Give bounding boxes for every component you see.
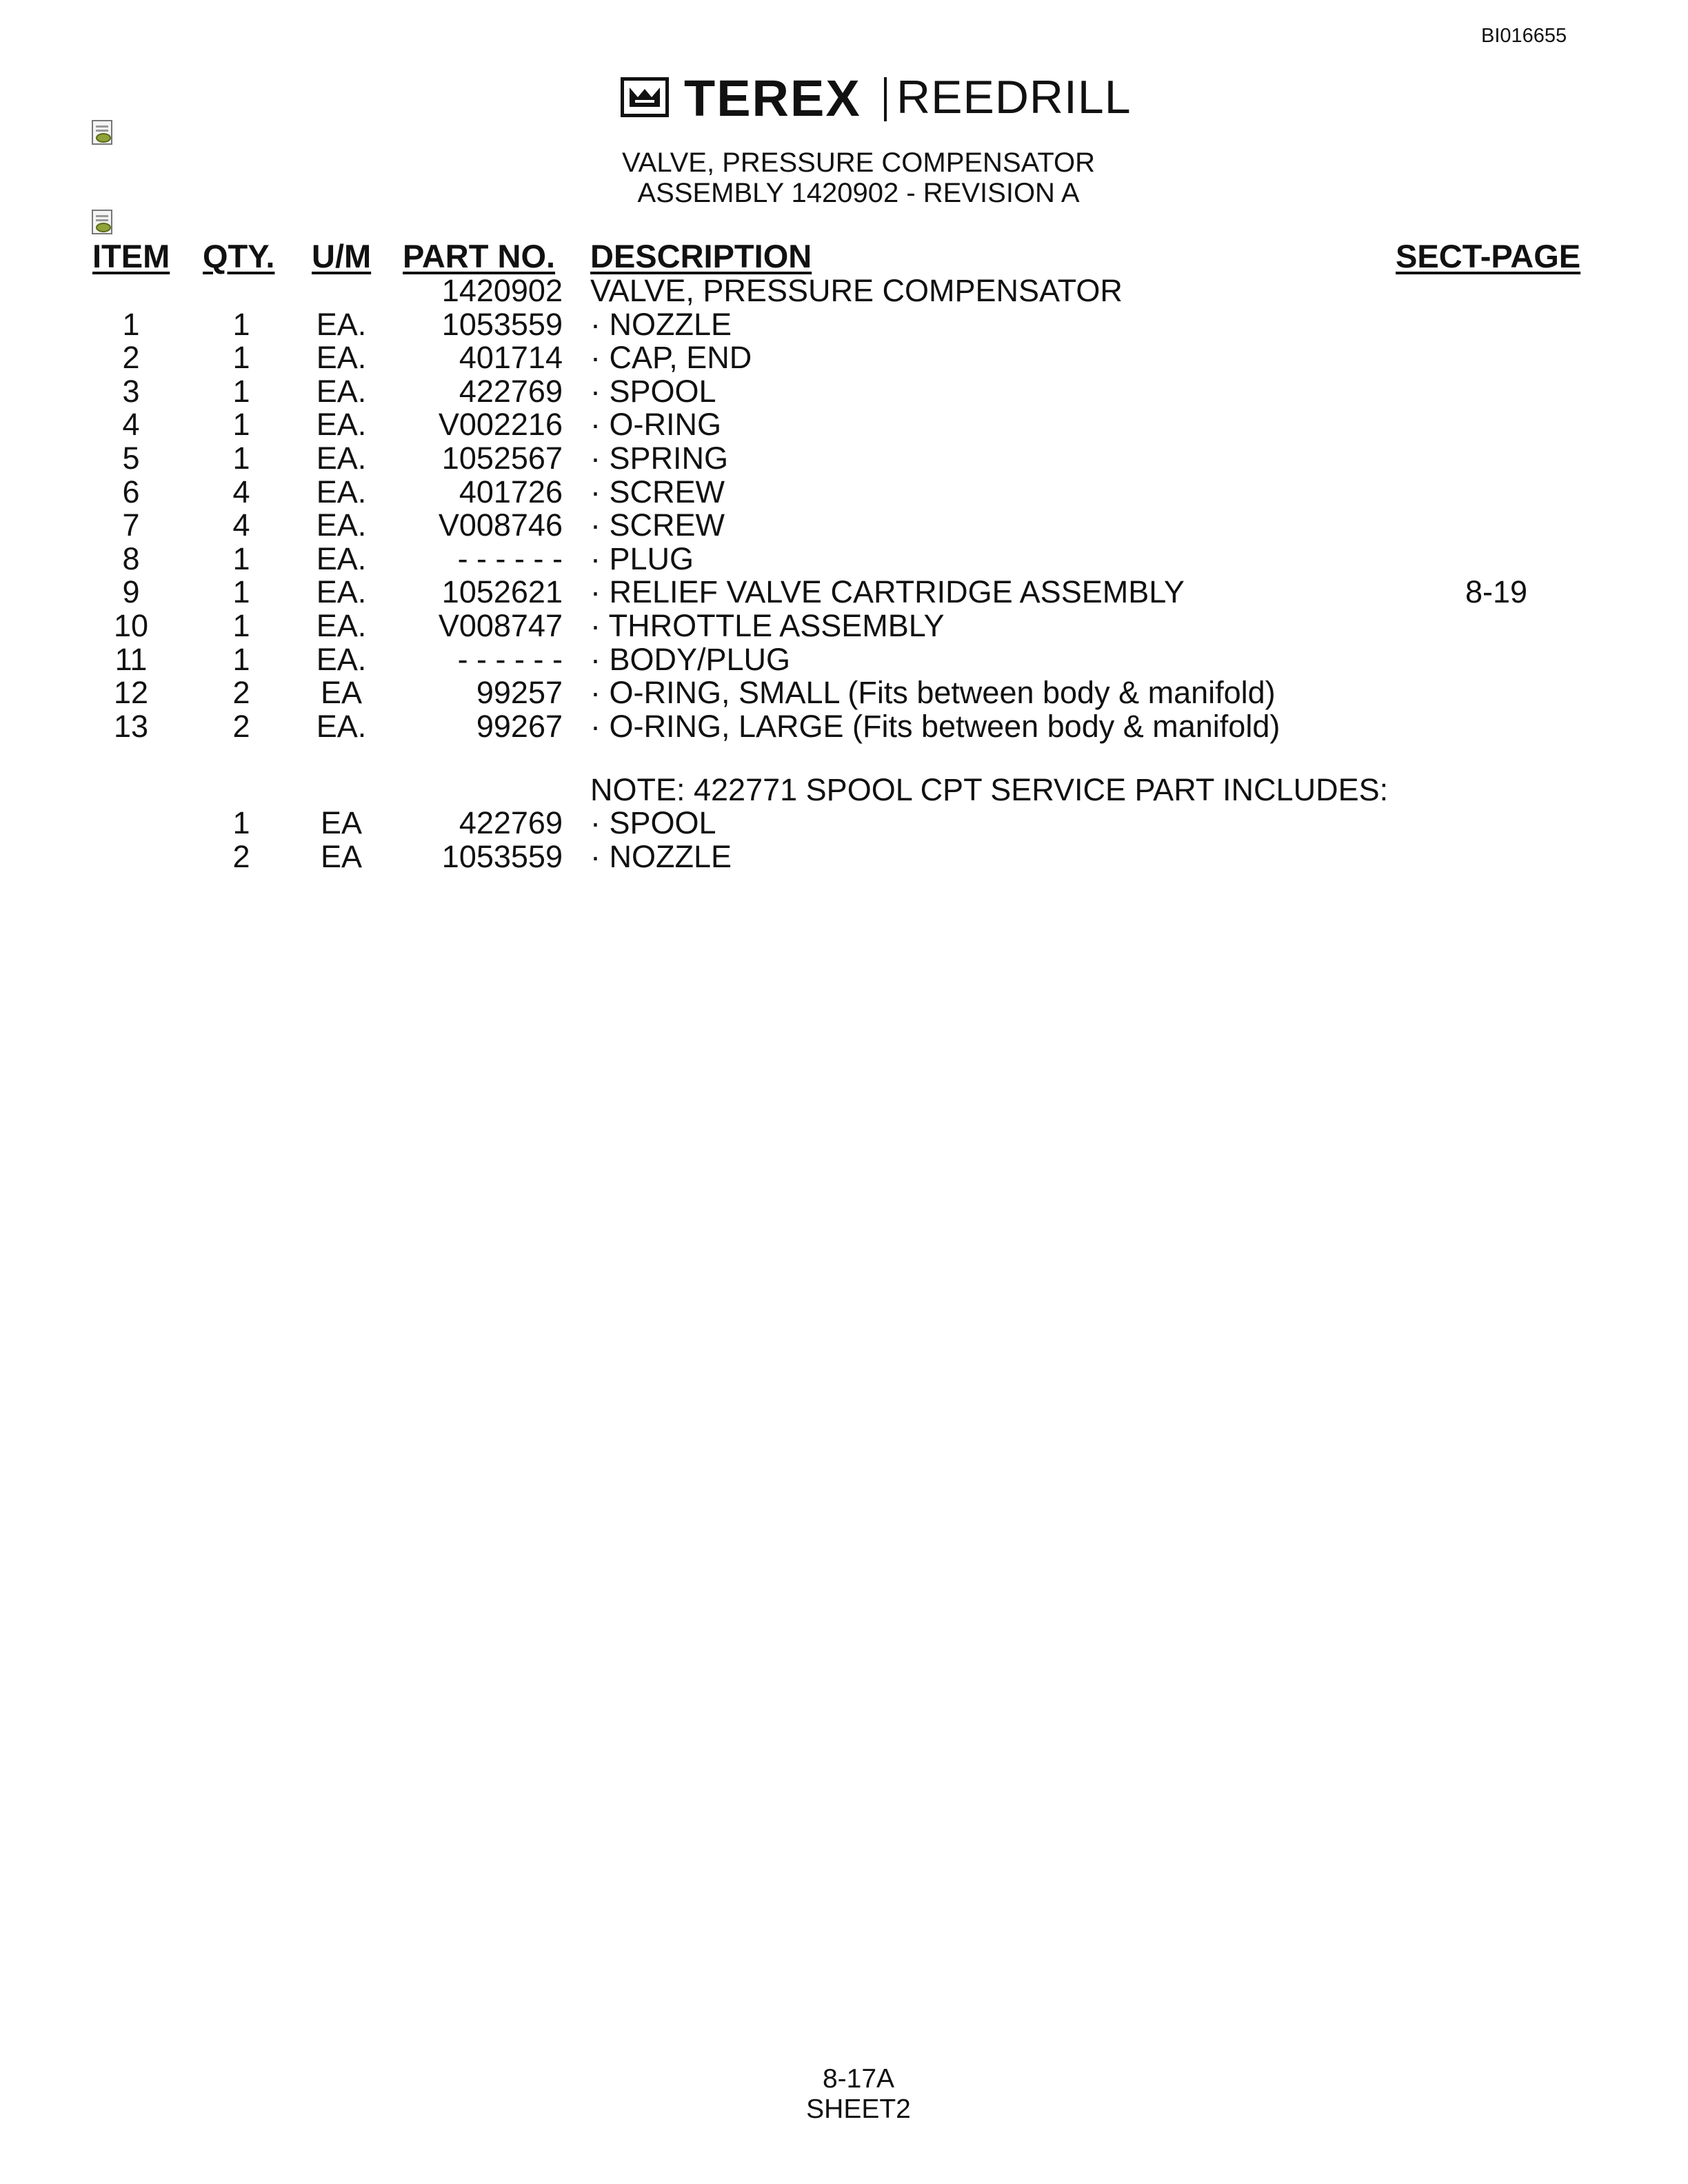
unit-of-measure: EA. bbox=[316, 507, 367, 543]
column-header-description: DESCRIPTION bbox=[590, 238, 812, 274]
quantity: 4 bbox=[232, 507, 250, 543]
quantity: 1 bbox=[232, 340, 250, 375]
page-number: 8-17A bbox=[822, 2064, 895, 2094]
description: VALVE, PRESSURE COMPENSATOR bbox=[590, 273, 1123, 308]
part-number: 1053559 bbox=[441, 839, 563, 874]
document-title: VALVE, PRESSURE COMPENSATOR bbox=[621, 148, 1096, 178]
description: · NOZZLE bbox=[590, 839, 732, 874]
description: · CAP, END bbox=[590, 340, 752, 375]
unit-of-measure: EA. bbox=[316, 474, 367, 509]
part-number: 422769 bbox=[459, 805, 563, 840]
description: · SCREW bbox=[590, 507, 725, 543]
item-number: 6 bbox=[122, 474, 140, 509]
description: · SPRING bbox=[590, 441, 729, 476]
description: · BODY/PLUG bbox=[590, 642, 791, 677]
item-number: 3 bbox=[122, 374, 140, 409]
item-number: 13 bbox=[113, 709, 149, 744]
description: · SCREW bbox=[590, 474, 725, 509]
column-header-um: U/M bbox=[312, 238, 372, 274]
part-number: 1052621 bbox=[441, 574, 563, 609]
column-header-sect-page: SECT-PAGE bbox=[1396, 238, 1581, 274]
description: · PLUG bbox=[590, 541, 694, 576]
quantity: 1 bbox=[232, 374, 250, 409]
sect-page: 8-19 bbox=[1465, 574, 1528, 609]
part-number: - - - - - - bbox=[457, 642, 563, 677]
part-number: 99267 bbox=[476, 709, 563, 744]
quantity: 1 bbox=[232, 642, 250, 677]
item-number: 1 bbox=[122, 307, 140, 342]
description: · NOZZLE bbox=[590, 307, 732, 342]
document-icon[interactable] bbox=[90, 119, 117, 146]
part-number: V002216 bbox=[438, 407, 563, 442]
logo-product: REEDRILL bbox=[896, 71, 1132, 123]
item-number: 9 bbox=[122, 574, 140, 609]
quantity: 1 bbox=[232, 608, 250, 643]
sheet-label: SHEET2 bbox=[806, 2094, 911, 2124]
quantity: 1 bbox=[232, 541, 250, 576]
unit-of-measure: EA bbox=[320, 805, 363, 840]
item-number: 2 bbox=[122, 340, 140, 375]
unit-of-measure: EA. bbox=[316, 642, 367, 677]
part-number: 1053559 bbox=[441, 307, 563, 342]
quantity: 1 bbox=[232, 307, 250, 342]
unit-of-measure: EA. bbox=[316, 608, 367, 643]
document-subtitle: ASSEMBLY 1420902 - REVISION A bbox=[637, 178, 1080, 208]
part-number: 99257 bbox=[476, 675, 563, 710]
service-part-note: NOTE: 422771 SPOOL CPT SERVICE PART INCLUDES: bbox=[590, 772, 1389, 807]
column-header-part-no: PART NO. bbox=[403, 238, 556, 274]
quantity: 2 bbox=[232, 675, 250, 710]
part-number: 422769 bbox=[459, 374, 563, 409]
description: · RELIEF VALVE CARTRIDGE ASSEMBLY bbox=[590, 574, 1185, 609]
unit-of-measure: EA. bbox=[316, 574, 367, 609]
item-number: 8 bbox=[122, 541, 140, 576]
unit-of-measure: EA. bbox=[316, 441, 367, 476]
description: · SPOOL bbox=[590, 805, 716, 840]
part-number: - - - - - - bbox=[457, 541, 563, 576]
description: · SPOOL bbox=[590, 374, 716, 409]
quantity: 4 bbox=[232, 474, 250, 509]
document-icon[interactable] bbox=[90, 208, 117, 236]
part-number: 1052567 bbox=[441, 441, 563, 476]
unit-of-measure: EA bbox=[320, 839, 363, 874]
logo-divider bbox=[884, 77, 887, 121]
quantity: 2 bbox=[232, 839, 250, 874]
unit-of-measure: EA bbox=[320, 675, 363, 710]
column-header-qty: QTY. bbox=[203, 238, 275, 274]
quantity: 2 bbox=[232, 709, 250, 744]
part-number: 1420902 bbox=[441, 273, 563, 308]
quantity: 1 bbox=[232, 441, 250, 476]
description: · O-RING bbox=[590, 407, 721, 442]
item-number: 11 bbox=[114, 642, 148, 677]
unit-of-measure: EA. bbox=[316, 407, 367, 442]
quantity: 1 bbox=[232, 805, 250, 840]
unit-of-measure: EA. bbox=[316, 307, 367, 342]
part-number: V008746 bbox=[438, 507, 563, 543]
item-number: 10 bbox=[113, 608, 149, 643]
unit-of-measure: EA. bbox=[316, 709, 367, 744]
unit-of-measure: EA. bbox=[316, 541, 367, 576]
part-number: 401714 bbox=[459, 340, 563, 375]
unit-of-measure: EA. bbox=[316, 374, 367, 409]
unit-of-measure: EA. bbox=[316, 340, 367, 375]
terex-crown-icon bbox=[621, 77, 669, 117]
description: · O-RING, SMALL (Fits between body & manifold) bbox=[590, 675, 1276, 710]
description: · O-RING, LARGE (Fits between body & manifold) bbox=[590, 709, 1280, 744]
item-number: 12 bbox=[113, 675, 149, 710]
description: · THROTTLE ASSEMBLY bbox=[590, 608, 945, 643]
quantity: 1 bbox=[232, 407, 250, 442]
terex-reedrill-logo bbox=[621, 70, 1132, 127]
document-id: BI016655 bbox=[1481, 25, 1567, 47]
quantity: 1 bbox=[232, 574, 250, 609]
part-number: 401726 bbox=[459, 474, 563, 509]
item-number: 4 bbox=[122, 407, 140, 442]
column-header-item: ITEM bbox=[92, 238, 170, 274]
part-number: V008747 bbox=[438, 608, 563, 643]
logo-brand: TEREX bbox=[684, 70, 861, 127]
item-number: 7 bbox=[122, 507, 140, 543]
item-number: 5 bbox=[122, 441, 140, 476]
